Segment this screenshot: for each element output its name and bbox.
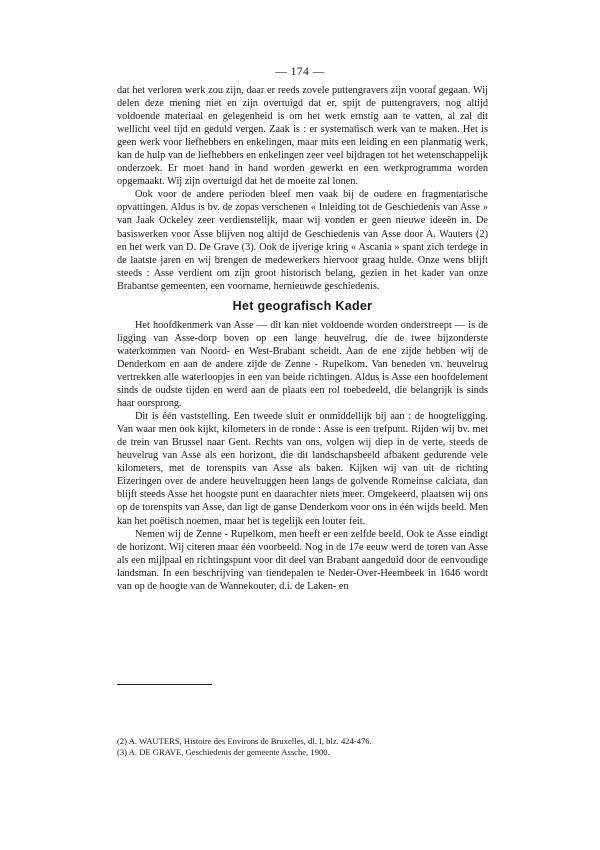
page-number: — 174 — — [275, 66, 325, 78]
paragraph: Het hoofdkenmerk van Asse — dit kan niet voldoende worden onderstreept — is de ligging van Asse-dorp boven op een lange heuvelrug, die de twee bijzonderste waterkommen van Noord- en West-Brabant scheidt. Aan de ene zijde hebben wij de Denderkom en aan de andere zijde de Zenne - Rupelkom. Van beneden vn. heuvelrug vertrekken alle waterloopjes in een van beide richtingen. Aldus is Asse een hoofdelement sinds de oudste tijden en werd aan de plaats een rol toebedeeld, die belangrijk is sinds haar oorsprong. — [117, 319, 488, 410]
section-heading: Het geografisch Kader — [232, 298, 373, 313]
paragraph: Dit is één vaststelling. Een tweede sluit er onmiddellijk bij aan : de hoogteligging. Van waar men ook kijkt, kilometers in de ronde : Asse is een trefpunt. Rijden wij bv. met de trein van Brussel naar Gent. Rechts van ons, volgen wij diep in de verte, steeds de heuvelrug van Asse als een horizont, die dit landschapsbeeld afbakent gedurende vele kilometers, met de torenspits van Asse als baken. Kijken wij van uit de richting Eizeringen over de andere heuvelruggen heen langs de golvende Romeinse calciata, dan blijft steeds Asse het hoogste punt en daarachter niets meer. Omgekeerd, plaatsen wij ons op de torenspits van Asse, dan ligt de ganse Denderkom voor ons in één wijds beeld. Men kan het poëtisch noemen, maar het is tegelijk een louter feit. — [117, 411, 488, 527]
paragraph: dat het verloren werk zou zijn, daar er reeds zovele puttengravers zijn vooraf gegaan. Wij delen deze mening niet en zijn overtuigd dat er, spijt de puttengravers, nog altijd voldoende materiaal en gelegenheid is om het werk ernstig aan te vatten, al zal dit wellicht veel tijd en geduld vergen. Zaak is : er systematisch werk van te maken. Het is geen werk voor liefhebbers en enkelingen, maar mits een leiding en een planmatig werk, kan de hulp van de liefhebbers en enkelingen zeer veel bijdragen tot het wetenschappelijk onderzoek. Er moet hand in hand worden gewerkt en een werkprogramma worden opgemaakt. Wij zijn overtuigd dat het de moeite zal lonen. — [117, 85, 488, 188]
footnote-divider — [117, 684, 212, 685]
footnote: (2) A. WAUTERS, Histoire des Environs de Bruxelles, dl. I, blz. 424-476. — [117, 736, 372, 746]
body-text — [117, 84, 488, 593]
footnote: (3) A. DE GRAVE, Geschiedenis der gemeente Assche, 1900. — [117, 746, 330, 757]
paragraph: Nemen wij de Zenne - Rupelkom, men heeft er een zelfde beeld. Ook te Asse eindigt de horizont. Wij citeren maar één voorbeeld. Nog in de 17e eeuw werd de toren van Asse als een mijlpaal en richtingspunt voor dit deel van Brabant aangeduid door de eenvoudige landsman. In een beschrijving van tiendepalen te Neder-Over-Heembeek in 1646 wordt van op de hoogte van de Wannekouter, d.i. de Laken- en — [117, 528, 488, 592]
footnotes — [117, 736, 488, 757]
paragraph: Ook voor de andere perioden bleef men vaak bij de oudere en fragmentarische opvattingen. Aldus is bv. de zopas verschenen « Inleiding tot de Geschiedenis van Asse » van Jaak Ockeley zeer verdienstelijk, maar wij vonden er geen nieuwe ideeën in. De basiswerken voor Asse blijven nog altijd de Geschiedenis van Asse door A. Wauters (2) en het werk van D. De Grave (3). Ook de ijverige kring « Ascania » spant zich terdege in de laatste jaren en wij brengen de medewerkers hiervoor graag hulde. Onze wens blijft steeds : Asse verdient om zijn groot historisch belang, gezien in het kader van onze Brabantse gemeenten, een voorname, hernieuwde geschiedenis. — [117, 189, 488, 292]
